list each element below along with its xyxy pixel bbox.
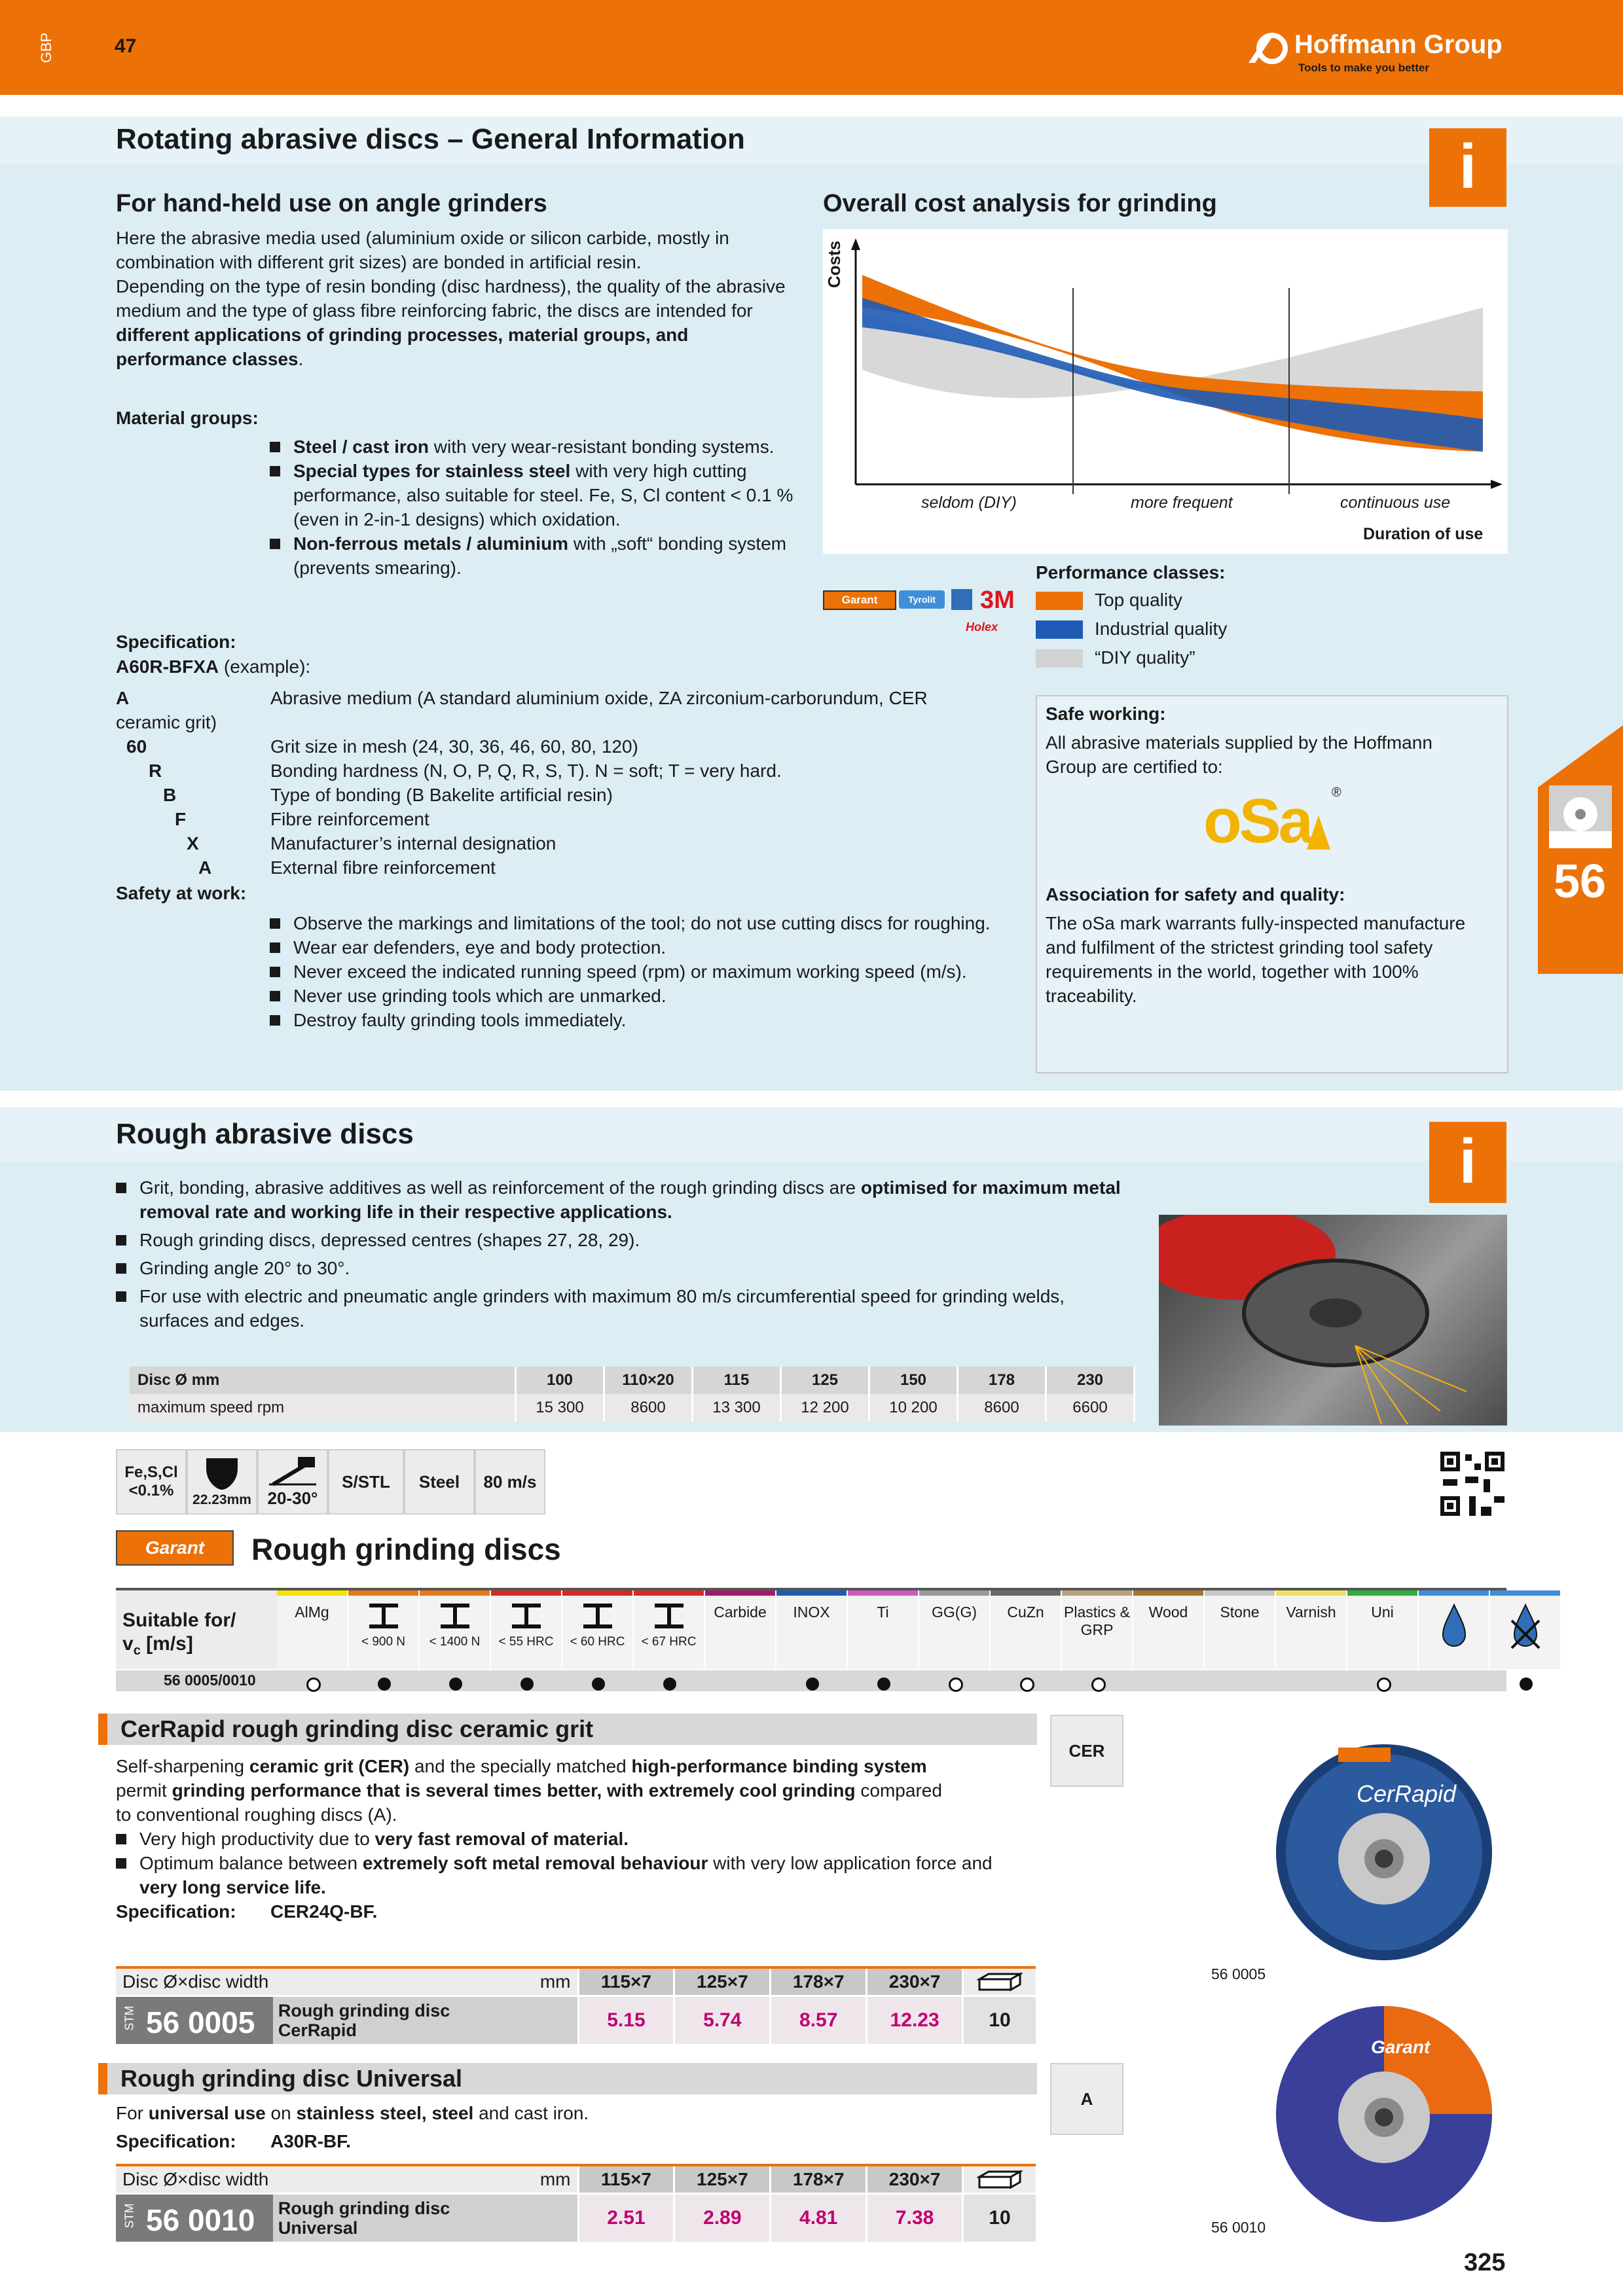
table-row: [130, 1394, 1135, 1422]
a-badge: A: [1050, 2063, 1123, 2135]
suitable-mark: [520, 1677, 534, 1691]
price-cell: 2.89: [673, 2195, 769, 2242]
material-label: < 1400 N: [429, 1635, 481, 1649]
material-label: Ti: [877, 1604, 889, 1621]
segment-label: more frequent: [1131, 493, 1233, 512]
pack-icon: [962, 1969, 1036, 1995]
list-item: Non-ferrous metals / aluminium with „soft“ bonding system (prevents smearing).: [270, 531, 807, 580]
universal-title-bar: Rough grinding disc Universal: [98, 2063, 1037, 2094]
material-label: Wood: [1148, 1604, 1188, 1621]
list-item: Rough grinding discs, depressed centres (shapes 27, 28, 29).: [116, 1228, 1124, 1252]
safety-heading: Safety at work:: [116, 883, 247, 903]
material-color-bar: [348, 1590, 418, 1596]
legend-item: “DIY quality”: [1036, 645, 1227, 674]
material-groups-heading: Material groups:: [116, 408, 259, 428]
size-cell: 178×7: [769, 2166, 866, 2193]
material-label: < 60 HRC: [570, 1635, 625, 1649]
material-groups-list: [270, 435, 807, 580]
conditionally-suitable-mark: [1091, 1677, 1106, 1692]
conditionally-suitable-mark: [1020, 1677, 1034, 1692]
page-ref: 47: [115, 35, 137, 57]
material-color-bar: [776, 1590, 847, 1596]
grinding-disc-icon: [1549, 785, 1612, 848]
rough-bullets: [116, 1175, 1124, 1333]
wet-grinding-icon: [1438, 1601, 1470, 1653]
y-arrow: [851, 238, 860, 250]
price-cell: 4.81: [769, 2195, 866, 2242]
material-column: [491, 1590, 562, 1669]
no-wet-grinding-icon: [1509, 1601, 1542, 1653]
list-item: Very high productivity due to very fast removal of material.: [116, 1827, 1032, 1851]
price-cell: 7.38: [866, 2195, 962, 2242]
table-cell: 115: [693, 1367, 781, 1394]
cerapid-line-3: to conventional roughing discs (A).: [116, 1804, 397, 1825]
table-cell: 150: [869, 1367, 958, 1394]
spec-row: F Fibre reinforcement: [175, 809, 429, 829]
osa-logo: [1203, 785, 1347, 864]
handheld-text: [116, 226, 790, 371]
disc-profile-icon: [202, 1456, 242, 1492]
material-color-bar: [1205, 1590, 1275, 1596]
spec-row: X Manufacturer’s internal designation: [187, 833, 556, 853]
material-label: Stone: [1220, 1604, 1260, 1621]
table-head-label: Disc Ø×disc width mm: [116, 2166, 577, 2193]
steel-beam-icon: [438, 1601, 472, 1631]
list-item: Special types for stainless steel with very high cutting performance, also suitable for steel. Fe, S, Cl content < 0.1 % (even in 2-in-1 designs) which oxidation.: [270, 459, 807, 531]
price-cell: 5.74: [673, 1997, 769, 2044]
spec-heading: Specification:: [116, 632, 236, 652]
angle-icon: 20-30°: [257, 1449, 328, 1515]
size-cell: 115×7: [577, 2166, 674, 2193]
table-head-row: [116, 2166, 1036, 2193]
article-name-cell: Rough grinding disc CerRapid: [273, 1997, 577, 2044]
universal-table: [116, 2164, 1036, 2242]
material-color-bar: [634, 1590, 704, 1596]
price-cell: 5.15: [577, 1997, 674, 2044]
spec-row: R Bonding hardness (N, O, P, Q, R, S, T). N = soft; T = very hard.: [149, 761, 782, 781]
material-column: [1133, 1590, 1205, 1669]
registered-mark: ®: [1332, 785, 1341, 800]
steel-beam-icon: [367, 1601, 401, 1631]
performance-legend: [1036, 588, 1227, 674]
speed-badge: 80 m/s: [475, 1449, 545, 1515]
grinder-photo: [1159, 1215, 1507, 1426]
table-head-label: Disc Ø×disc width mm: [116, 1969, 577, 1995]
size-cell: 178×7: [769, 1969, 866, 1995]
size-cell: 230×7: [866, 2166, 962, 2193]
material-label: AlMg: [295, 1604, 329, 1621]
universal-spec: Specification: A30R-BF.: [116, 2131, 351, 2151]
brand-name: Hoffmann Group: [1294, 30, 1503, 59]
material-label: INOX: [793, 1604, 830, 1621]
steel-beam-icon: [581, 1601, 615, 1631]
table-cell: 15 300: [516, 1394, 604, 1422]
article-cell: STM 56 0010: [116, 2195, 273, 2242]
suitable-mark: [1520, 1677, 1533, 1691]
brand-logo-tyrolit: Tyrolit: [899, 590, 945, 609]
bore-icon: 22.23mm: [187, 1449, 257, 1515]
brand-logos: [823, 586, 1019, 639]
table-cell: 8600: [958, 1394, 1046, 1422]
table-cell: 178: [958, 1367, 1046, 1394]
handheld-p1: Here the abrasive media used (aluminium oxide or silicon carbide, mostly in combination with different grit sizes) are bonded in artificial resin.: [116, 228, 729, 272]
material-column: [634, 1590, 705, 1669]
brand-logo-klingspor: [951, 589, 972, 610]
rough-info-icon: i: [1429, 1122, 1506, 1203]
cerapid-title-bar: CerRapid rough grinding disc ceramic grit: [98, 1713, 1037, 1745]
material-color-bar: [1490, 1590, 1560, 1596]
safe-working-heading: Safe working:: [1046, 704, 1166, 724]
spec-rows: [116, 686, 967, 880]
material-label: < 67 HRC: [641, 1635, 697, 1649]
universal-caption: 56 0010: [1211, 2219, 1266, 2236]
segment-label: seldom (DIY): [921, 493, 1017, 512]
suitable-label-text: Suitable for/: [122, 1609, 236, 1631]
table-cell: 100: [516, 1367, 604, 1394]
cost-chart-heading: Overall cost analysis for grinding: [823, 190, 1217, 217]
table-cell: 125: [781, 1367, 869, 1394]
safety-list: [270, 911, 1003, 1032]
list-item: Never use grinding tools which are unmarked.: [270, 984, 1003, 1008]
table-cell: Disc Ø mm: [130, 1367, 516, 1394]
material-column: [420, 1590, 491, 1669]
list-item: Wear ear defenders, eye and body protection.: [270, 935, 1003, 960]
material-label: < 55 HRC: [498, 1635, 554, 1649]
table-row: [130, 1367, 1135, 1394]
material-color-bar: [1276, 1590, 1346, 1596]
cerapid-disc-image: [1273, 1741, 1495, 1964]
universal-text: [116, 2101, 1032, 2153]
article-ref: 56 0005/0010: [164, 1672, 256, 1689]
table-cell: 12 200: [781, 1394, 869, 1422]
list-item: Grit, bonding, abrasive additives as well as reinforcement of the rough grinding discs are optimised for maximum metal removal rate and working life in their respective applications.: [116, 1175, 1124, 1224]
page-number: 325: [1464, 2249, 1506, 2276]
material-column: [1490, 1590, 1561, 1669]
y-axis-label: Costs: [824, 240, 844, 288]
table-cell: 13 300: [693, 1394, 781, 1422]
article-cell: STM 56 0005: [116, 1997, 273, 2044]
product-title: Rough grinding discs: [251, 1532, 561, 1566]
table-cell: 6600: [1046, 1394, 1135, 1422]
material-color-bar: [919, 1590, 989, 1596]
price-cell: 2.51: [577, 2195, 674, 2242]
section-title: Rotating abrasive discs – General Information: [116, 123, 745, 155]
material-column: [705, 1590, 776, 1669]
material-label: CuZn: [1007, 1604, 1044, 1621]
list-item: Observe the markings and limitations of the tool; do not use cutting discs for roughing.: [270, 911, 1003, 935]
material-color-bar: [1133, 1590, 1203, 1596]
garant-logo: Garant: [116, 1530, 234, 1566]
cost-chart: [823, 229, 1508, 554]
material-color-bar: [848, 1590, 918, 1596]
size-cell: 125×7: [673, 1969, 769, 1995]
material-column: [1347, 1590, 1419, 1669]
side-code: GBP: [38, 32, 55, 63]
disc-brand-text: CerRapid: [1357, 1780, 1457, 1807]
pack-icon: [962, 2166, 1036, 2193]
side-tab-number: 56: [1554, 855, 1607, 908]
legend-swatch: [1036, 649, 1083, 668]
material-column: [1419, 1590, 1490, 1669]
price-cell: 8.57: [769, 1997, 866, 2044]
material-color-bar: [991, 1590, 1061, 1596]
handheld-heading: For hand-held use on angle grinders: [116, 190, 547, 217]
assoc-heading: Association for safety and quality:: [1046, 884, 1345, 905]
material-column: [848, 1590, 919, 1669]
cerapid-line-1: Self-sharpening ceramic grit (CER) and the specially matched high-performance binding system: [116, 1756, 927, 1776]
table-cell: 8600: [604, 1394, 693, 1422]
universal-disc-image: [1273, 2003, 1495, 2225]
spec-row: ceramic grit): [116, 712, 217, 732]
cerapid-line-2: permit grinding performance that is several times better, with extremely cool grinding compared: [116, 1780, 942, 1801]
size-cell: 125×7: [673, 2166, 769, 2193]
osa-arrow-icon: [1305, 816, 1332, 855]
material-column: [348, 1590, 420, 1669]
material-column: [1276, 1590, 1347, 1669]
material-column: [919, 1590, 991, 1669]
material-column: [991, 1590, 1062, 1669]
list-item: Grinding angle 20° to 30°.: [116, 1256, 1124, 1280]
material-color-bar: [491, 1590, 561, 1596]
suitable-mark: [378, 1677, 391, 1691]
cerapid-caption: 56 0005: [1211, 1965, 1266, 1982]
suitable-mark: [806, 1677, 819, 1691]
conditionally-suitable-mark: [306, 1677, 321, 1692]
table-head-row: [116, 1969, 1036, 1995]
cerapid-table: [116, 1966, 1036, 2044]
handheld-p2: Depending on the type of resin bonding (disc hardness), the quality of the abrasive medium and the type of glass fibre reinforcing fabric, the discs are intended for different applications of grinding processes, material groups, and performance classes.: [116, 276, 786, 369]
material-column: [1205, 1590, 1276, 1669]
pack-cell: 10: [962, 1997, 1036, 2044]
table-cell: 10 200: [869, 1394, 958, 1422]
spec-example: A60R-BFXA (example):: [116, 656, 311, 677]
material-column: [776, 1590, 848, 1669]
qr-code-icon[interactable]: [1438, 1449, 1507, 1518]
size-cell: 230×7: [866, 1969, 962, 1995]
spec-row: A External fibre reinforcement: [198, 857, 496, 878]
legend-item: Industrial quality: [1036, 617, 1227, 645]
safe-working-text: All abrasive materials supplied by the Hoffmann Group are certified to:: [1046, 732, 1432, 777]
brand-tagline: Tools to make you better: [1298, 62, 1429, 74]
material-color-bar: [1062, 1590, 1132, 1596]
table-row: [116, 2195, 1036, 2242]
brand-logo: [1247, 25, 1509, 77]
speed-table: [130, 1367, 1135, 1422]
performance-heading: Performance classes:: [1036, 562, 1226, 583]
spec-row: B Type of bonding (B Bakelite artificial resin): [163, 785, 613, 805]
legend-item: Top quality: [1036, 588, 1227, 617]
suitable-mark: [592, 1677, 605, 1691]
sstl-badge: S/STL: [328, 1449, 404, 1515]
info-icon: i: [1429, 128, 1506, 207]
table-cell: maximum speed rpm: [130, 1394, 516, 1422]
material-label: Plastics & GRP: [1064, 1604, 1130, 1638]
universal-line-1: For universal use on stainless steel, steel and cast iron.: [116, 2103, 589, 2123]
table-cell: 230: [1046, 1367, 1135, 1394]
list-item: Destroy faulty grinding tools immediately.: [270, 1008, 1003, 1032]
material-column: [562, 1590, 634, 1669]
spec-row: 60 Grit size in mesh (24, 30, 36, 46, 60, 80, 120): [126, 736, 638, 757]
list-item: Steel / cast iron with very wear-resistant bonding systems.: [270, 435, 807, 459]
material-label: Uni: [1371, 1604, 1394, 1621]
conditionally-suitable-mark: [949, 1677, 963, 1692]
suitable-label: [116, 1590, 277, 1669]
segment-label: continuous use: [1340, 493, 1451, 512]
spec-row: A Abrasive medium (A standard aluminium oxide, ZA zirconium-carborundum, CER: [116, 688, 928, 708]
x-axis-label: Duration of use: [1363, 525, 1484, 543]
brand-logo-3m: 3M: [980, 586, 1015, 614]
cer-badge: CER: [1050, 1715, 1123, 1787]
conditionally-suitable-mark: [1377, 1677, 1391, 1692]
price-cell: 12.23: [866, 1997, 962, 2044]
cerapid-spec: Specification: CER24Q-BF.: [116, 1901, 378, 1922]
grinding-angle-icon: [266, 1456, 319, 1488]
material-color-bar: [1347, 1590, 1417, 1596]
material-label: Carbide: [714, 1604, 767, 1621]
article-name-cell: Rough grinding disc Universal: [273, 2195, 577, 2242]
steel-beam-icon: [509, 1601, 543, 1631]
suitable-mark: [877, 1677, 890, 1691]
steel-beam-icon: [652, 1601, 686, 1631]
list-item: Never exceed the indicated running speed (rpm) or maximum working speed (m/s).: [270, 960, 1003, 984]
vc-label: $v_c$ [m/s]: [122, 1633, 193, 1658]
assoc-text: The oSa mark warrants fully-inspected manufacture and fulfilment of the strictest grinding tool safety requirements in the world, together with 100% traceability.: [1046, 913, 1466, 1006]
material-label: GG(G): [932, 1604, 977, 1621]
material-column: [277, 1590, 348, 1669]
table-row: [116, 1997, 1036, 2044]
steel-badge: Steel: [404, 1449, 475, 1515]
list-item: Optimum balance between extremely soft metal removal behaviour with very low application force and very long service life.: [116, 1851, 1032, 1899]
rough-title: Rough abrasive discs: [116, 1118, 414, 1150]
material-label: Varnish: [1286, 1604, 1336, 1621]
brand-logo-holex: Holex: [966, 620, 998, 634]
x-arrow: [1491, 480, 1503, 489]
legend-swatch: [1036, 592, 1083, 610]
osa-logo-text: oSa: [1203, 786, 1311, 856]
brand-logo-garant: Garant: [823, 590, 896, 610]
table-cell: 110×20: [604, 1367, 693, 1394]
list-item: For use with electric and pneumatic angle grinders with maximum 80 m/s circumferential speed for grinding welds, surfaces and edges.: [116, 1284, 1124, 1333]
cerapid-text: [116, 1754, 1032, 1924]
material-color-bar: [705, 1590, 775, 1596]
fe-content-icon: Fe,S,Cl <0.1%: [116, 1449, 187, 1515]
size-cell: 115×7: [577, 1969, 674, 1995]
pack-cell: 10: [962, 2195, 1036, 2242]
hoffmann-logo-icon: [1247, 30, 1293, 67]
material-color-bar: [1419, 1590, 1489, 1596]
material-label: < 900 N: [361, 1635, 406, 1649]
material-color-bar: [277, 1590, 347, 1596]
legend-swatch: [1036, 620, 1083, 639]
suitable-mark: [663, 1677, 676, 1691]
suitable-mark: [449, 1677, 462, 1691]
disc-brand-text: Garant: [1371, 2037, 1431, 2057]
material-color-bar: [562, 1590, 632, 1596]
material-color-bar: [420, 1590, 490, 1596]
material-column: [1062, 1590, 1133, 1669]
